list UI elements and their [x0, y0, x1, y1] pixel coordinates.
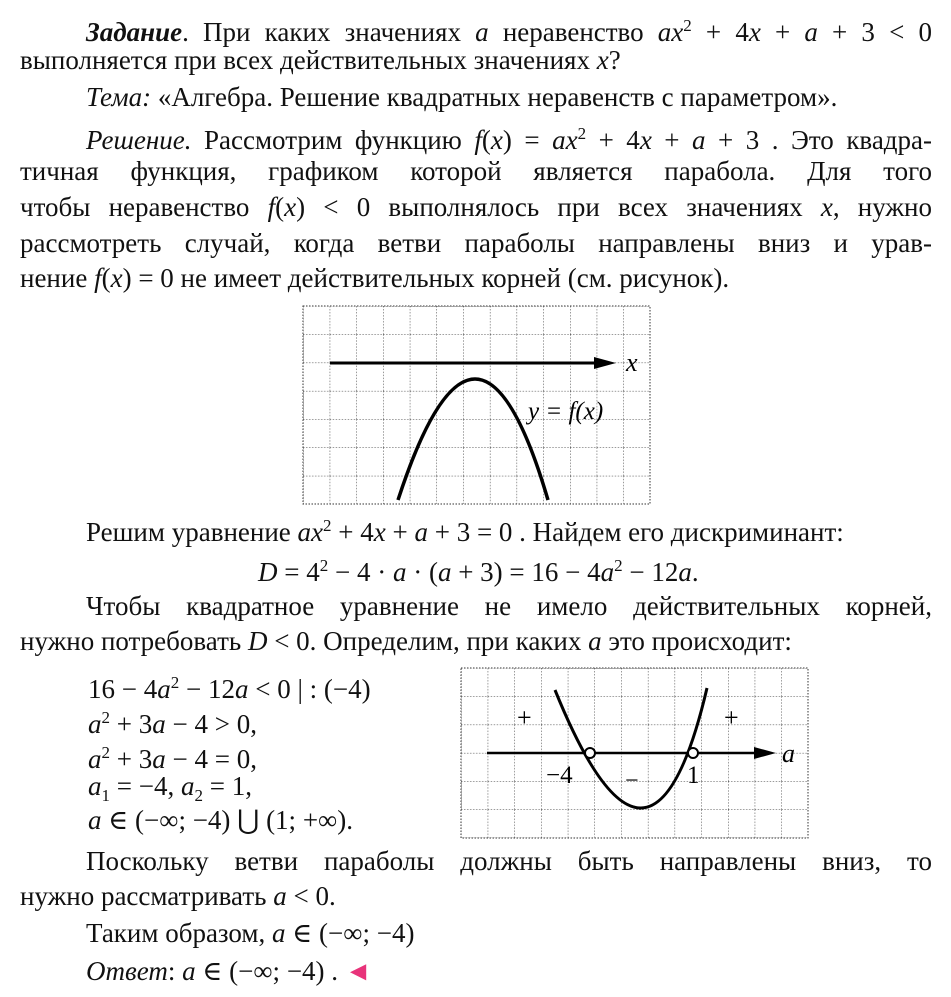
text-run: ( — [275, 192, 285, 222]
text-run: ) = — [502, 125, 553, 155]
math-run: 2 — [170, 673, 180, 692]
sign-minus-middle: − — [625, 768, 639, 794]
text-run: чтобы неравенство — [20, 192, 268, 222]
math-run: a — [600, 557, 615, 587]
text-run: − 4 > 0, — [165, 709, 257, 739]
math-run: a — [88, 771, 102, 801]
solution-line — [86, 589, 932, 624]
sign-plus-right: + — [724, 703, 739, 732]
math-run: ax — [552, 125, 578, 155]
math-run: a — [414, 517, 428, 547]
text-run: ( — [481, 125, 491, 155]
math-run: a — [588, 626, 602, 656]
text-run: Таким образом, — [86, 918, 273, 948]
math-run: f — [94, 263, 102, 293]
math-run: x — [284, 192, 297, 222]
math-run: 2 — [101, 743, 110, 762]
math-run: 2 — [194, 786, 203, 805]
math-run: a — [157, 674, 171, 704]
text-run: − 4 · — [328, 557, 393, 587]
text-run: Поскольку ветви параболы должны быть направлены вниз, то — [86, 846, 932, 876]
a-axis-label: a — [782, 739, 795, 768]
text-run: + — [385, 517, 415, 547]
text-run: ? — [608, 45, 621, 75]
math-run: ax — [657, 17, 684, 47]
text-run: : — [167, 956, 183, 986]
solution-line — [86, 844, 932, 879]
text-run: + 4 — [586, 125, 640, 155]
math-run: D — [247, 626, 268, 656]
math-run: a — [180, 771, 195, 801]
math-run: x — [748, 17, 761, 47]
discriminant-formula — [258, 548, 699, 587]
math-run: 1 — [101, 786, 110, 805]
math-run: a — [152, 709, 166, 739]
text-run: неравенство — [488, 17, 658, 47]
math-run: x — [820, 192, 833, 222]
math-run: a — [88, 709, 102, 739]
text-run: + 3) = 16 − 4 — [451, 557, 601, 587]
math-run: 2 — [683, 16, 692, 35]
math-run: Ответ — [86, 956, 168, 986]
math-run: Тема: — [86, 82, 152, 112]
sign-plus-left: + — [517, 703, 532, 732]
text-run: ∈ (−∞; −4) . — [195, 956, 345, 986]
inequality-step — [88, 769, 252, 804]
math-run: a — [88, 744, 102, 774]
text-run: + 3 . Это квадра- — [705, 125, 933, 155]
curve-label: y = f(x) — [528, 398, 604, 425]
sign-chart-figure — [461, 668, 808, 838]
math-run: a — [678, 557, 692, 587]
math-run: a — [273, 881, 287, 911]
text-run: выполняется при всех действительных значениях — [20, 45, 597, 75]
inequality-step — [88, 735, 257, 774]
root-point — [688, 748, 698, 758]
text-run: + 4 — [331, 517, 374, 547]
math-run: a — [392, 557, 407, 587]
text-run: . При каких значениях — [182, 17, 476, 47]
math-run: a — [475, 17, 489, 47]
text-run: . — [691, 557, 699, 587]
math-run: a — [152, 744, 166, 774]
text-run: 16 − 4 — [88, 674, 158, 704]
text-run: ∈ (−∞; −4) ⋃ (1; +∞). — [101, 805, 354, 835]
math-run: 2 — [614, 556, 623, 575]
text-run: < 0. Определим, при каких — [267, 626, 589, 656]
text-run: рассмотреть случай, когда ветви параболы направлены вниз и урав- — [20, 228, 932, 258]
math-run: ax — [297, 517, 324, 547]
conclusion-line — [86, 916, 932, 951]
parabola-graph-figure — [303, 306, 650, 504]
text-run: + 3 = 0 . Найдем его дискриминант: — [427, 517, 844, 547]
text-run: < 0 | : (−4) — [248, 674, 371, 704]
math-run: a — [88, 805, 102, 835]
math-run: 2 — [323, 516, 332, 535]
math-run: x — [373, 517, 386, 547]
text-run: ( — [101, 263, 111, 293]
text-run: − 12 — [179, 674, 235, 704]
x-axis-label: x — [626, 348, 638, 377]
text-run: + 3 < 0 — [817, 17, 932, 47]
math-run: 2 — [101, 708, 110, 727]
text-run: + 3 — [110, 709, 153, 739]
text-run: Рассмотрим функцию — [191, 125, 475, 155]
text-run: Решим уравнение — [86, 517, 298, 547]
math-run: a — [234, 674, 249, 704]
text-run: · ( — [406, 557, 438, 587]
text-run: Чтобы квадратное уравнение не имело действительных корней, — [86, 591, 932, 621]
end-of-solution-triangle-icon: ◄ — [344, 956, 372, 986]
math-run: a — [272, 918, 286, 948]
text-run: нение — [20, 263, 95, 293]
text-run: + 4 — [691, 17, 749, 47]
math-run: x — [596, 45, 609, 75]
text-run: тичная функция, графиком которой является парабола. Для того — [20, 156, 932, 186]
text-run: = −4, — [110, 771, 181, 801]
solution-line — [20, 879, 932, 914]
text-run: ) < 0 выполнялось при всех значениях — [296, 192, 821, 222]
math-run: Решение. — [86, 125, 192, 155]
math-run: a — [692, 125, 706, 155]
text-run: = 4 — [277, 557, 320, 587]
math-run: x — [639, 125, 652, 155]
text-run: = 1, — [202, 771, 252, 801]
text-run: ) = 0 не имеет действительных корней (см. рисунок). — [122, 263, 730, 293]
root-label-1: 1 — [687, 762, 700, 789]
math-run: x — [110, 263, 123, 293]
text-run: ∈ (−∞; −4) — [285, 918, 415, 948]
text-run: нужно потребовать — [20, 626, 248, 656]
math-run: f — [267, 192, 276, 222]
math-run: f — [474, 125, 482, 155]
text-run: − 4 = 0, — [165, 744, 257, 774]
text-run: − 12 — [622, 557, 679, 587]
math-run: Задание — [86, 17, 183, 47]
text-run: это происходит: — [601, 626, 792, 656]
math-run: 2 — [577, 124, 587, 143]
answer-line — [86, 954, 932, 989]
math-run: a — [182, 956, 196, 986]
text-run: + — [651, 125, 693, 155]
inequality-step — [88, 665, 371, 704]
math-run: D — [258, 557, 278, 587]
math-run: 2 — [319, 556, 329, 575]
text-run: + — [760, 17, 805, 47]
math-run: a — [804, 17, 818, 47]
text-run: + 3 — [110, 744, 153, 774]
solution-line — [86, 508, 932, 547]
inequality-step — [88, 803, 353, 838]
inequality-step — [88, 700, 257, 739]
math-run: a — [437, 557, 452, 587]
text-run: нужно рассматривать — [20, 881, 274, 911]
text-run: «Алгебра. Решение квадратных неравенств с параметром». — [151, 82, 838, 112]
text-run: < 0. — [286, 881, 336, 911]
text-run: , нужно — [832, 192, 932, 222]
root-point — [585, 748, 595, 758]
solution-line — [20, 624, 932, 659]
root-label-minus-4: −4 — [546, 762, 573, 789]
math-run: x — [490, 125, 503, 155]
